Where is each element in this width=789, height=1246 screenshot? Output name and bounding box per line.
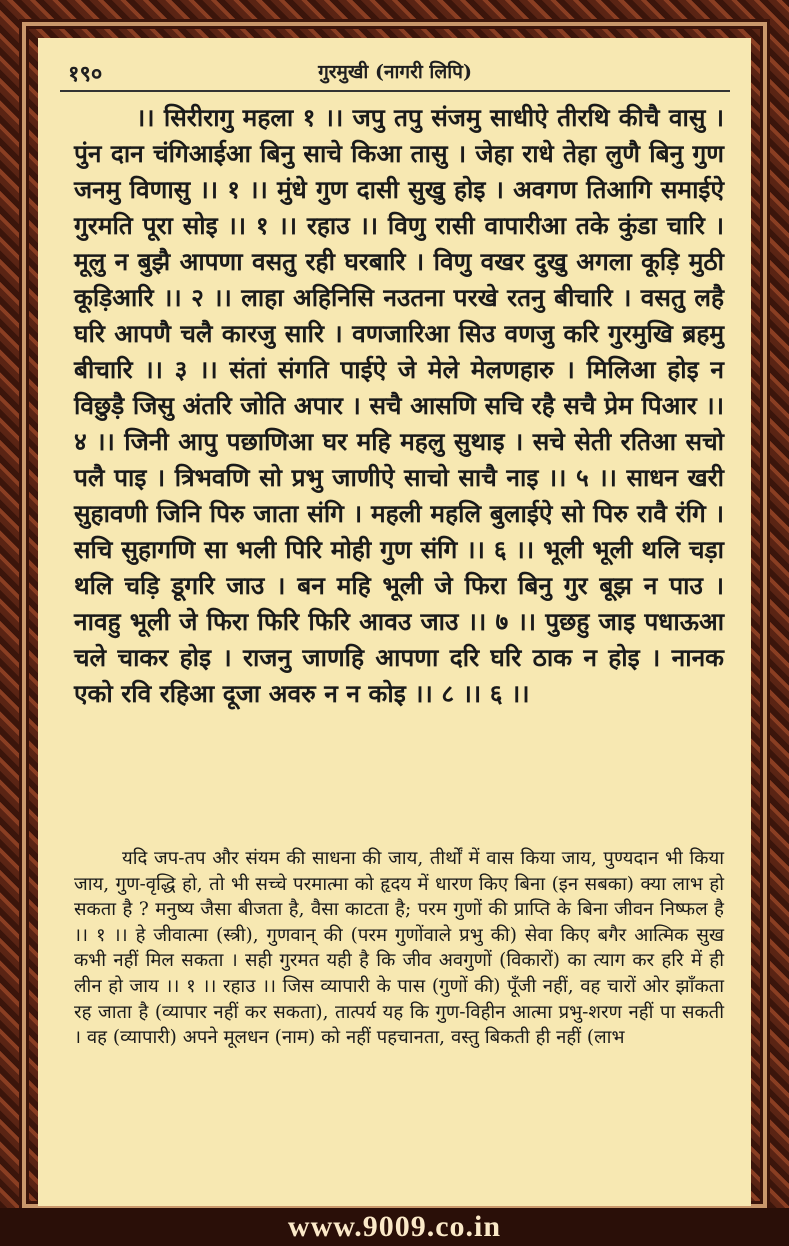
page-number: १९० (68, 61, 103, 87)
translation-block (74, 846, 724, 1051)
verse-block (74, 100, 724, 712)
page-header (60, 52, 730, 88)
translation-text: यदि जप-तप और संयम की साधना की जाय, तीर्थों में वास किया जाय, पुण्यदान भी किया जाय, गुण-वृद्धि हो, तो भी सच्चे परमात्मा को हृदय में धारण किए बिना (इन सबका) क्या लाभ हो सकता है ? मनुष्य जैसा बीजता है, वैसा काटता है; परम गुणों की प्राप्ति के बिना जीवन निष्फल है ।। १ ।। हे जीवात्मा (स्त्री), गुणवान् की (परम गुणोंवाले प्रभु की) सेवा किए बगैर आत्मिक सुख कभी नहीं मिल सकता । सही गुरमत यही है कि जीव अवगुणों (विकारों) का त्याग कर हरि में ही लीन हो जाय ।। १ ।। रहाउ ।। जिस व्यापारी के पास (गुणों की) पूँजी नहीं, वह चारों ओर झाँकता रह जाता है (व्यापार नहीं कर सकता), तात्पर्य यह कि गुण-विहीन आत्मा प्रभु-शरण नहीं पा सकती । वह (व्यापारी) अपने मूलधन (नाम) को नहीं पहचानता, वस्तु बिकती ही नहीं (लाभ (74, 848, 724, 1049)
running-title: गुरमुखी (नागरी लिपि) (318, 61, 472, 83)
verse-text: ।। सिरीरागु महला १ ।। जपु तपु संजमु साधीऐ तीरथि कीचै वासु । पुंन दान चंगिआईआ बिनु साचे किआ तासु । जेहा राधे तेहा लुणै बिनु गुण जनमु विणासु ।। १ ।। मुंधे गुण दासी सुखु होइ । अवगण तिआगि समाईऐ गुरमति पूरा सोइ ।। १ ।। रहाउ ।। विणु रासी वापारीआ तके कुंडा चारि । मूलु न बुझै आपणा वसतु रही घरबारि । विणु वखर दुखु अगला कूड़ि मुठी कूड़िआरि ।। २ ।। लाहा अहिनिसि नउतना परखे रतनु बीचारि । वसतु लहै घरि आपणै चलै कारजु सारि । वणजारिआ सिउ वणजु करि गुरमुखि ब्रहमु बीचारि ।। ३ ।। संतां संगति पाईऐ जे मेले मेलणहारु । मिलिआ होइ न विछुड़ै जिसु अंतरि जोति अपार । सचै आसणि सचि रहै सचै प्रेम पिआर ।। ४ ।। जिनी आपु पछाणिआ घर महि महलु सुथाइ । सचे सेती रतिआ सचो पलै पाइ । त्रिभवणि सो प्रभु जाणीऐ साचो साचै नाइ ।। ५ ।। साधन खरी सुहावणी जिनि पिरु जाता संगि । महली महलि बुलाईऐ सो पिरु रावै रंगि । सचि सुहागणि सा भली पिरि मोही गुण संगि ।। ६ ।। भूली भूली थलि चड़ा थलि चड़ि डूगरि जाउ । बन महि भूली जे फिरा बिनु गुर बूझ न पाउ । नावहु भूली जे फिरा फिरि फिरि आवउ जाउ ।। ७ ।। पुछहु जाइ पधाऊआ चले चाकर होइ । राजनु जाणहि आपणा दरि घरि ठाक न होइ । नानक एको रवि रहिआ दूजा अवरु न न कोइ ।। ८ ।। ६ ।। (74, 103, 724, 708)
scripture-page (38, 38, 751, 1206)
website-link[interactable]: www.9009.co.in (287, 1210, 502, 1243)
header-rule (60, 90, 730, 92)
